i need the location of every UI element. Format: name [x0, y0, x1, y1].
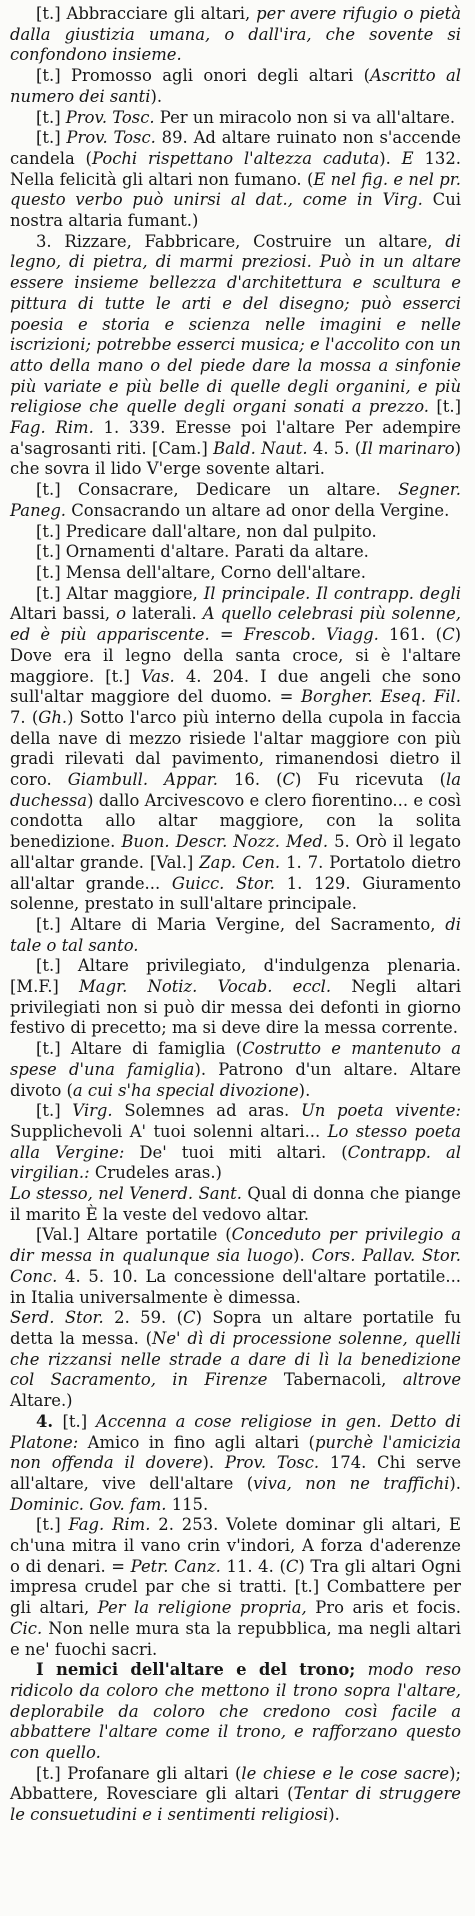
italic-run: Segner. Paneg. [10, 480, 461, 520]
entry-paragraph-6 [10, 480, 461, 521]
italic-run: per avere rifugio o pietà dalla giustizia umana, o dall'ira, che sovente si confondono insieme. [10, 4, 461, 65]
entry-paragraph-10 [10, 584, 461, 915]
entry-paragraph-9 [10, 563, 461, 584]
text-run: [t.] Abbracciare gli altari, [36, 4, 257, 23]
italic-run: purchè l'amicizia non offenda il dovere [10, 1432, 462, 1473]
text-run: laterali. [126, 604, 203, 624]
bold-run: 4. [36, 1411, 63, 1431]
text-run: Supplichevoli A' tuoi solenni altari... [10, 1121, 328, 1141]
text-run: Negli altari privilegiati non si può dir messa dei defonti in giorno festivo di precetto; ma si deve dire la messa corrente. [10, 977, 461, 1038]
text-run: ) che sovra il lido V'erge sovente altari. [10, 438, 461, 479]
italic-run: o [116, 604, 127, 624]
entry-paragraph-12 [10, 956, 461, 1039]
entry-paragraph-3 [10, 108, 461, 129]
italic-run: Lo stesso poeta alla Vergine: [10, 1121, 461, 1162]
italic-run: C [183, 1308, 196, 1328]
text-run: [t.] Profanare gli altari ( [36, 1763, 242, 1783]
text-run: Altare.) [10, 1391, 73, 1411]
italic-run: Borgher. Eseq. Fil. [301, 687, 461, 707]
text-run: ). [328, 1805, 340, 1825]
italic-run: Cors. Pallav. Stor. Conc. [10, 1246, 461, 1286]
entry-paragraph-14 [10, 1101, 461, 1184]
text-run: [t.] Promosso agli onori degli altari ( [36, 66, 371, 86]
italic-run: Frescob. Viagg. [243, 625, 379, 645]
entry-paragraph-20 [10, 1660, 461, 1764]
text-run: [Val.] Altare portatile ( [36, 1225, 232, 1245]
entry-paragraph-13 [10, 1039, 461, 1101]
italic-run: di tale o tal santo. [10, 914, 461, 955]
text-run: [t.] [36, 1101, 73, 1121]
entry-paragraph-16 [10, 1225, 461, 1308]
italic-run: Ascritto al numero dei santi [10, 66, 462, 106]
italic-run: Conceduto per privilegio a dir messa in qualunque sia luogo [10, 1225, 461, 1266]
text-run: Non nelle mura sta la repubblica, ma negli altari e ne' fuochi sacri. [10, 1618, 461, 1659]
italic-run: Ne' dì di processione solenne, quelli che rizzansi nelle strade a dare di lì la benedizione col Sacramento, in Firenze [10, 1329, 461, 1390]
text-run: ). [449, 1473, 461, 1493]
italic-run: C [442, 625, 455, 645]
text-run: 1. 7. Portatolo dietro all'altar grande... [10, 852, 461, 893]
text-run: 4. 204. I due angeli che sono sull'altar maggiore del duomo. = [10, 666, 461, 707]
text-run: 2. 59. ( [103, 1308, 184, 1328]
text-run: [t.] Ornamenti d'altare. Parati da altare. [36, 542, 369, 562]
italic-run: Zap. Cen. [199, 852, 281, 872]
text-run: 16. ( [217, 770, 283, 790]
italic-run: C [285, 1556, 299, 1576]
italic-run: Giambull. Appar. [67, 770, 218, 790]
italic-run: Vas. [140, 666, 175, 686]
text-run: [t.] Predicare dall'altare, non dal pulpito. [36, 521, 377, 541]
text-run: 11. 4. ( [220, 1556, 286, 1576]
italic-run: viva, non ne traffichi [253, 1473, 450, 1493]
text-run: [t.] [62, 1411, 96, 1431]
italic-run: a cui s'ha special divozione [72, 1080, 299, 1100]
italic-run: Per la religione propria, [97, 1598, 307, 1618]
text-run: 3. Rizzare, Fabbricare, Costruire un altare, [36, 231, 446, 251]
text-run: 132. Nella felicità gli altari non fumano. ( [10, 148, 461, 189]
entry-paragraph-18 [10, 1412, 461, 1516]
text-run: 115. [166, 1494, 209, 1514]
text-run: ). [298, 1080, 311, 1100]
text-run: [t.] [36, 107, 66, 127]
text-run: ) dallo Arcivescovo e clero fiorentino... e così condotta allo altar maggiore, con la solita benedizione. [10, 790, 461, 852]
text-run: 4. 5. 10. La concessione dell'altare portatile... in Italia universalmente è dimessa. [10, 1266, 461, 1307]
italic-run: A quello celebrasi più solenne, ed è più appariscente. [10, 604, 461, 645]
italic-run: Prov. Tosc. [224, 1453, 320, 1473]
entry-paragraph-21 [10, 1764, 461, 1826]
text-run: = [209, 625, 244, 645]
text-run: De' tuoi miti altari. ( [124, 1142, 348, 1162]
italic-run: Dominic. Gov. fam. [10, 1494, 167, 1514]
italic-run: Fag. Rim. [10, 418, 94, 438]
italic-run: Il marinaro [361, 438, 455, 458]
text-run: ) Dove era il legno della santa croce, si è l'altare maggiore. [t.] [10, 625, 462, 686]
italic-run: Petr. Canz. [130, 1556, 221, 1576]
text-run: Solemnes ad aras. [112, 1101, 301, 1121]
italic-run: Virg. [72, 1101, 113, 1121]
text-run: [t.] Consacrare, Dedicare un altare. [36, 480, 399, 500]
entry-paragraph-1 [10, 4, 461, 66]
entry-paragraph-7 [10, 522, 461, 543]
entry-paragraph-2 [10, 66, 461, 107]
text-run: Altari bassi, [10, 604, 117, 624]
text-run: Cui nostra altaria fumant.) [10, 190, 461, 231]
italic-run: Tentar di struggere le consuetudini e i sentimenti religiosi [10, 1784, 462, 1825]
text-run: [t.] Mensa dell'altare, Corno dell'altare. [36, 562, 366, 582]
text-run: Qual di donna che piange il marito È la veste del vedovo altar. [10, 1184, 461, 1224]
italic-run: altrove [402, 1370, 462, 1390]
entry-paragraph-5 [10, 232, 461, 480]
italic-run: Costrutto e mantenuto a spese d'una famiglia [10, 1039, 461, 1079]
text-run: ). [150, 86, 163, 106]
italic-run: Magr. Notiz. Vocab. eccl. [79, 977, 332, 997]
text-run: Pro aris et focis. [306, 1598, 461, 1618]
text-run: ). [379, 148, 402, 168]
text-run: 5. Orò il legato all'altar grande. [Val.] [10, 832, 462, 872]
italic-run: Fag. Rim. [68, 1515, 151, 1535]
italic-run: Prov. Tosc. [66, 128, 156, 148]
italic-run: C [282, 770, 296, 790]
text-run: [t.] [36, 1515, 69, 1535]
text-run: ). [202, 1453, 225, 1473]
entry-paragraph-17 [10, 1308, 461, 1412]
italic-run: Bald. Naut. [213, 438, 308, 458]
text-run: ). [293, 1246, 312, 1266]
text-run: [t.] [36, 128, 67, 148]
text-run: ) Sopra un altare portatile fu detta la messa. ( [10, 1308, 462, 1348]
text-run: 4. 5. ( [307, 438, 362, 458]
italic-run: Accenna a cose religiose in gen. Detto di Platone: [10, 1411, 462, 1452]
italic-run: Contrapp. al virgilian.: [10, 1142, 461, 1183]
text-run: [t.] [429, 397, 462, 417]
italic-run: Gh. [38, 707, 68, 727]
entry-paragraph-15 [10, 1184, 461, 1225]
text-run: [t.] Altare privilegiato, d'indulgenza plenaria. [M.F.] [10, 956, 461, 997]
italic-run: Il principale. Il contrapp. degli [203, 583, 461, 603]
text-run: Tabernacoli, [267, 1370, 403, 1390]
text-run: 89. Ad altare ruinato non s'accende candela ( [10, 128, 462, 168]
italic-run: Pochi rispettano l'altezza caduta [91, 148, 380, 168]
italic-run: le chiese e le cose sacre [241, 1763, 450, 1783]
text-run: 161. ( [378, 625, 443, 645]
entry-paragraph-11 [10, 915, 461, 956]
text-run: ) Tra gli altari Ogni impresa crudel par che si tratti. [t.] Combattere per gli altari, [10, 1556, 462, 1618]
italic-run: Cic. [10, 1618, 43, 1638]
text-run: [t.] Altare di Maria Vergine, del Sacramento, [36, 914, 446, 934]
entry-paragraph-19 [10, 1515, 461, 1660]
text-run: Crudeles aras.) [89, 1163, 222, 1183]
italic-run: Guicc. Stor. [171, 873, 275, 893]
text-run: ); Abbattere, Rovesciare gli altari ( [10, 1763, 461, 1804]
italic-run: Serd. Stor. [10, 1308, 104, 1328]
text-run: 2. 253. Volete dominar gli altari, E ch'una mitra il vano crin v'indori, A forza d'aderenze o di denari. = [10, 1515, 462, 1576]
text-run: Amico in fino agli altari ( [78, 1432, 315, 1452]
text-run: 7. ( [10, 707, 39, 727]
text-run: Per un miracolo non si va all'altare. [154, 107, 456, 127]
italic-run: di legno, di pietra, di marmi preziosi. Può in un altare essere insieme bellezza d'architettura e scultura e pittura di tutte le arti e del disegno; può esserci poesia e storia e scienza nelle imagini e nelle iscrizioni; potrebbe esserci musica; e l'accolito con un atto della mano o del piede dare la mossa a sinfonie più variate e più belle di quelle degli organini, e più religiose che quelle degli organi sonati a prezzo. [10, 231, 461, 417]
italic-run: Buon. Descr. Nozz. Med. [121, 832, 329, 852]
text-run: ) Fu ricevuta ( [295, 770, 446, 790]
text-run: Consacrando un altare ad onor della Vergine. [66, 500, 450, 520]
italic-run: E [401, 148, 414, 168]
text-run: 174. Chi serve all'altare, vive dell'altare ( [10, 1453, 462, 1493]
italic-run: Un poeta vivente: [300, 1101, 461, 1121]
entry-paragraph-8 [10, 542, 461, 563]
text-run: 1. 339. Eresse poi l'altare Per adempire a'sagrosanti riti. [Cam.] [10, 418, 461, 458]
italic-run: Prov. Tosc. [65, 107, 155, 127]
text-column [10, 4, 461, 1826]
text-run: [t.] Altar maggiore, [36, 583, 204, 603]
text-run: ) Sotto l'arco più interno della cupola in faccia della nave di mezzo risiede l'altar maggiore con più gradi rilevati dal pavimento, rimanendosi dietro il coro. [10, 707, 461, 790]
italic-run: Lo stesso, nel Venerd. Sant. [10, 1184, 242, 1204]
text-run: [t.] Altare di famiglia ( [36, 1039, 243, 1059]
italic-run: la duchessa [10, 770, 461, 810]
italic-run: modo reso ridicolo da coloro che mettono il trono sopra l'altare, deplorabile da coloro che credono così facile a abbattere l'altare come il trono, e rafforzano questo con quello. [10, 1660, 461, 1763]
bold-run: I nemici dell'altare e del trono; [36, 1660, 368, 1680]
text-run: 1. 129. Giuramento solenne, prestato in sull'altare principale. [10, 873, 461, 914]
text-run: ). Patrono d'un altare. Altare divoto ( [10, 1059, 461, 1100]
entry-paragraph-4 [10, 128, 461, 232]
italic-run: E nel fig. e nel pr. questo verbo può unirsi al dat., come in Virg. [10, 169, 461, 210]
